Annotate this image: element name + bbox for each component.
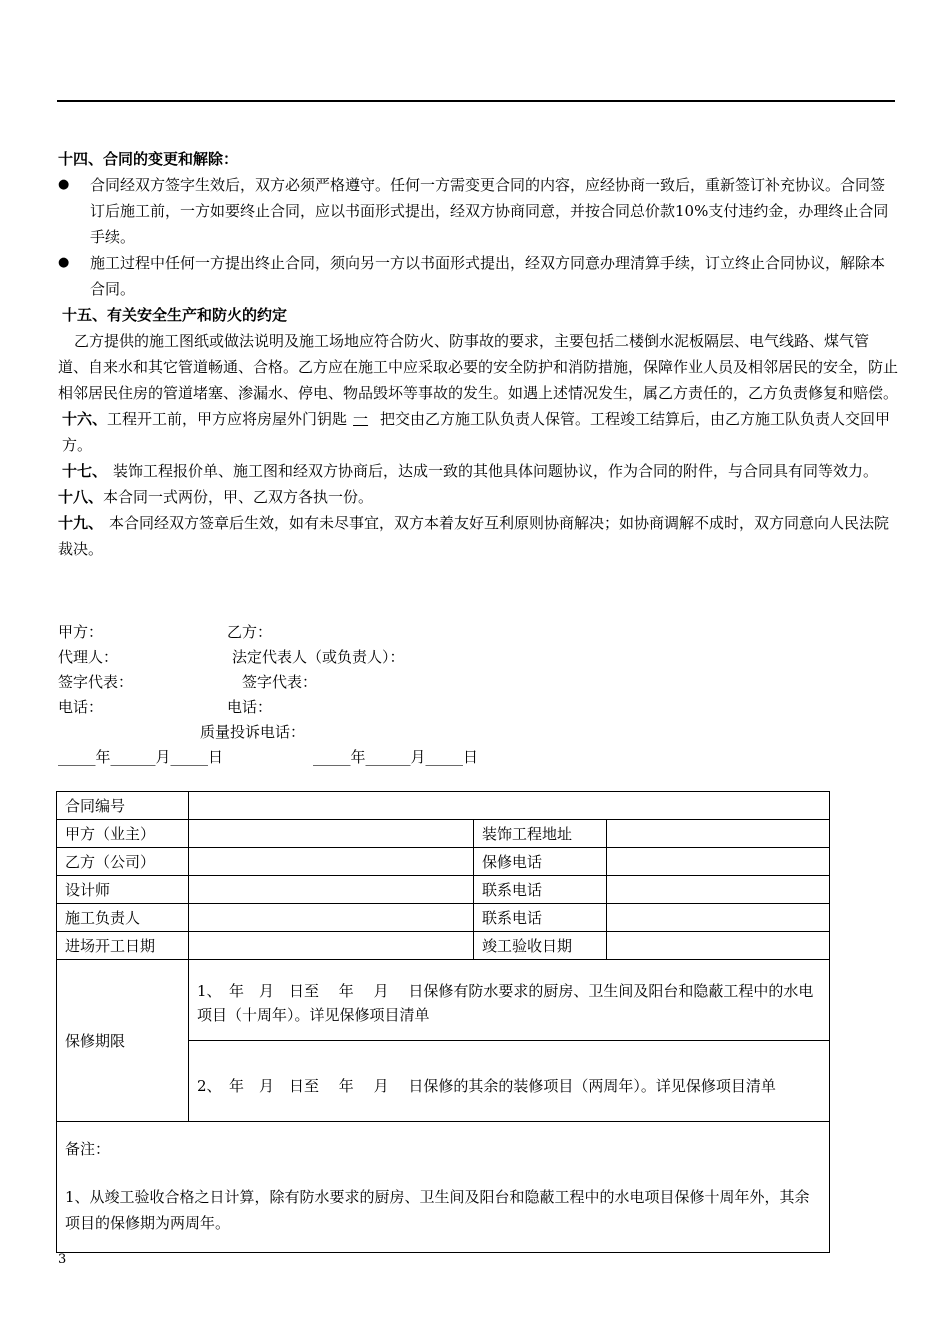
- complaint-phone-label: 质量投诉电话：: [200, 723, 306, 741]
- warranty-form: [56, 791, 830, 1253]
- sign-rep-b-label: 签字代表：: [242, 673, 318, 691]
- table-row: [57, 904, 830, 932]
- date-b: _____年______月_____日: [313, 748, 479, 766]
- table-row: [57, 960, 830, 1041]
- agent-label: 代理人：: [58, 648, 119, 666]
- project-address-label: 装饰工程地址: [474, 820, 607, 848]
- section-18: 十八、本合同一式两份，甲、乙双方各执一份。: [58, 488, 374, 506]
- table-row: [57, 1122, 830, 1253]
- contract-no-label: 合同编号: [57, 792, 189, 820]
- party-a-owner-label: 甲方（业主）: [57, 820, 189, 848]
- legal-rep-label: 法定代表人（或负责人）：: [232, 648, 405, 666]
- contact-phone-label-2: 联系电话: [474, 904, 607, 932]
- contact-phone-field-2[interactable]: [607, 904, 830, 932]
- sign-rep-a-label: 签字代表：: [58, 673, 134, 691]
- section-16: 十六、工程开工前，甲方应将房屋外门钥匙 一 把交由乙方施工队负责人保管。工程竣工结算后，由乙方施工队负责人交回甲方。: [62, 410, 891, 454]
- party-b-company-label: 乙方（公司）: [57, 848, 189, 876]
- date-a: _____年______月_____日: [58, 748, 224, 766]
- key-count-blank: 一: [353, 410, 369, 428]
- table-row: [57, 848, 830, 876]
- warranty-period-label: 保修期限: [57, 960, 189, 1122]
- table-row: [57, 876, 830, 904]
- phone-b-label: 电话：: [227, 698, 273, 716]
- table-row: [57, 820, 830, 848]
- warranty-phone-label: 保修电话: [474, 848, 607, 876]
- designer-field[interactable]: [189, 876, 474, 904]
- party-a-owner-field[interactable]: [189, 820, 474, 848]
- contact-phone-label: 联系电话: [474, 876, 607, 904]
- section-14-heading: 十四、合同的变更和解除：: [58, 150, 239, 168]
- table-row: [57, 792, 830, 820]
- header-rule: [57, 100, 895, 102]
- signature-block: [58, 620, 898, 770]
- party-b-label: 乙方：: [227, 623, 273, 641]
- warranty-item-1: 1、 年 月 日至 年 月 日保修有防水要求的厨房、卫生间及阳台和隐蔽工程中的水电项目（十周年）。详见保修项目清单: [189, 960, 830, 1041]
- contract-no-field[interactable]: [189, 792, 830, 820]
- remarks-text: 1、从竣工验收合格之日计算，除有防水要求的厨房、卫生间及阳台和隐蔽工程中的水电项目保修十周年外，其余项目的保修期为两周年。: [65, 1188, 810, 1232]
- completion-date-field[interactable]: [607, 932, 830, 960]
- construction-lead-label: 施工负责人: [57, 904, 189, 932]
- section-14-bullet-1: ● 合同经双方签字生效后，双方必须严格遵守。任何一方需变更合同的内容，应经协商一致后，重新签订补充协议。合同签订后施工前，一方如要终止合同，应以书面形式提出，经双方协商同意，并按合同总价款10%支付违约金，办理终止合同手续。: [58, 172, 898, 250]
- party-b-company-field[interactable]: [189, 848, 474, 876]
- start-date-label: 进场开工日期: [57, 932, 189, 960]
- start-date-field[interactable]: [189, 932, 474, 960]
- phone-a-label: 电话：: [58, 698, 104, 716]
- party-a-label: 甲方：: [58, 623, 104, 641]
- bullet-icon: ●: [58, 255, 70, 270]
- section-19: 十九、 本合同经双方签章后生效，如有未尽事宜，双方本着友好互利原则协商解决；如协商调解不成时，双方同意向人民法院裁决。: [58, 514, 890, 558]
- completion-date-label: 竣工验收日期: [474, 932, 607, 960]
- designer-label: 设计师: [57, 876, 189, 904]
- warranty-phone-field[interactable]: [607, 848, 830, 876]
- remarks-label: 备注：: [65, 1140, 111, 1158]
- section-15-body: 乙方提供的施工图纸或做法说明及施工场地应符合防火、防事故的要求，主要包括二楼倒水泥板隔层、电气线路、煤气管道、自来水和其它管道畅通、合格。乙方应在施工中应采取必要的安全防护和消防措施，保障作业人员及相邻居民的安全，防止相邻居民住房的管道堵塞、渗漏水、停电、物品毁坏等事故的发生。如遇上述情况发生，属乙方责任的，乙方负责修复和赔偿。: [58, 332, 899, 402]
- contact-phone-field[interactable]: [607, 876, 830, 904]
- section-14-bullet-2: ● 施工过程中任何一方提出终止合同，须向另一方以书面形式提出，经双方同意办理清算手续，订立终止合同协议，解除本合同。: [58, 250, 898, 302]
- page-number: 3: [58, 1252, 67, 1267]
- section-17: 十七、 装饰工程报价单、施工图和经双方协商后，达成一致的其他具体问题协议，作为合同的附件，与合同具有同等效力。: [62, 462, 879, 480]
- project-address-field[interactable]: [607, 820, 830, 848]
- table-row: [57, 932, 830, 960]
- construction-lead-field[interactable]: [189, 904, 474, 932]
- remarks-cell: [57, 1122, 830, 1253]
- section-15-heading: 十五、有关安全生产和防火的约定: [62, 306, 288, 324]
- warranty-item-2: 2、 年 月 日至 年 月 日保修的其余的装修项目（两周年）。详见保修项目清单: [189, 1041, 830, 1122]
- bullet-icon: ●: [58, 177, 70, 192]
- contract-body: [58, 146, 898, 562]
